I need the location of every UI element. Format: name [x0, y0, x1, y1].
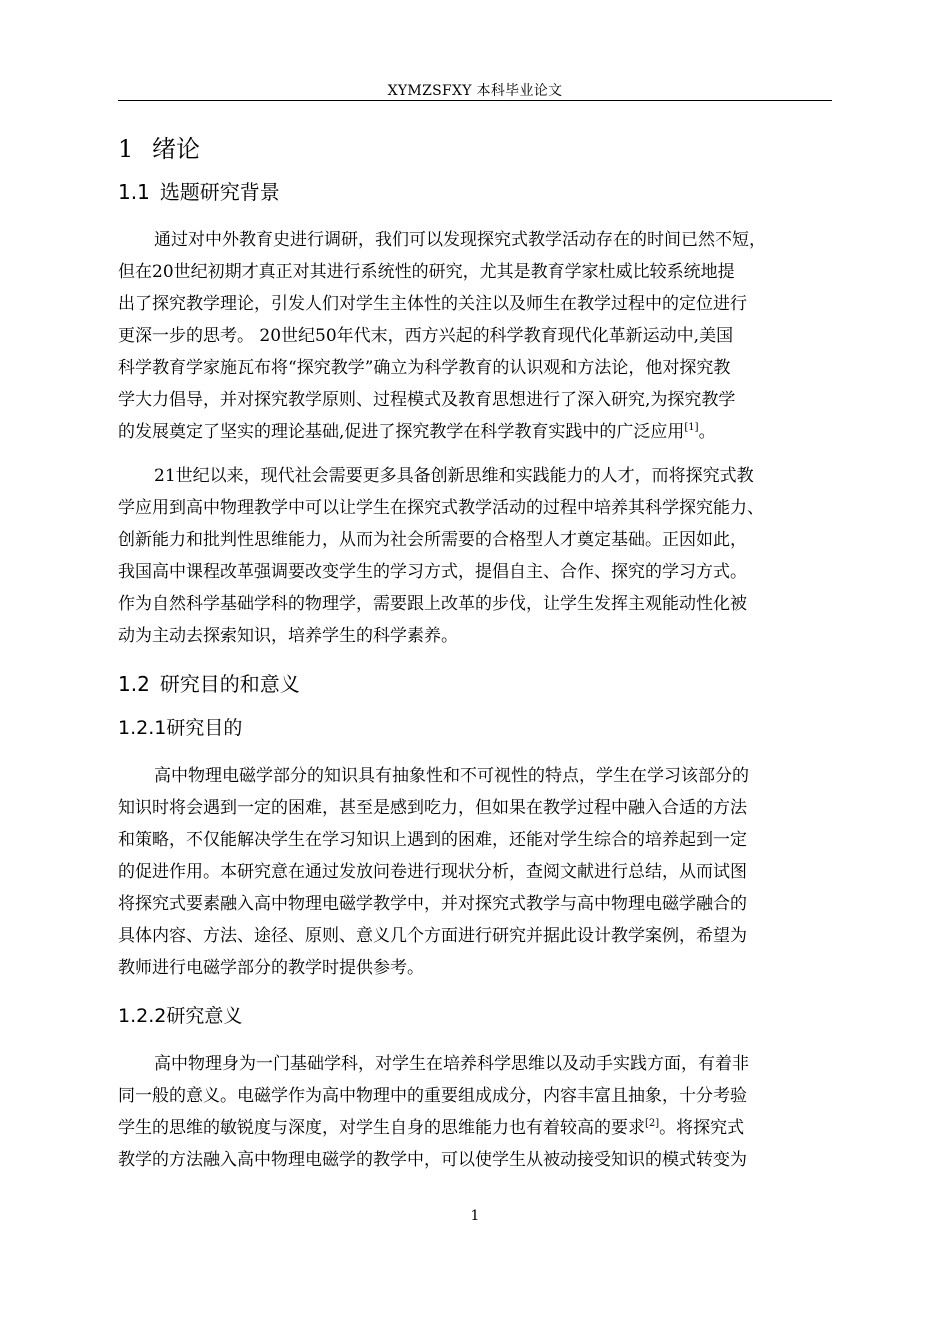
body-paragraph — [118, 1048, 836, 1176]
text-line: 的促进作用。本研究意在通过发放问卷进行现状分析，查阅文献进行总结，从而试图 — [118, 862, 747, 882]
text-line: 教学的方法融入高中物理电磁学的教学中，可以使学生从被动接受知识的模式转变为 — [118, 1150, 747, 1170]
text-line: 学应用到高中物理教学中可以让学生在探究式教学活动的过程中培养其科学探究能力、 — [118, 498, 764, 518]
text-line: 出了探究教学理论，引发人们对学生主体性的关注以及师生在教学过程中的定位进行 — [118, 294, 747, 314]
text-line: 具体内容、方法、途径、原则、意义几个方面进行研究并据此设计教学案例，希望为 — [118, 926, 747, 946]
chapter-title-text: 绪论 — [152, 135, 200, 163]
text-line: 知识时将会遇到一定的困难，甚至是感到吃力，但如果在教学过程中融入合适的方法 — [118, 798, 747, 818]
section-number: 1.2 — [118, 672, 150, 696]
section-heading — [118, 662, 836, 706]
text-line: 同一般的意义。电磁学作为高中物理中的重要组成成分，内容丰富且抽象，十分考验 — [118, 1086, 747, 1106]
text-line: 21世纪以来，现代社会需要更多具备创新思维和实践能力的人才，而将探究式教 — [154, 466, 754, 486]
spacer — [118, 984, 836, 994]
text-line: 教师进行电磁学部分的教学时提供参考。 — [118, 958, 424, 978]
text-line: 学大力倡导，并对探究教学原则、过程模式及教育思想进行了深入研究,为探究教学 — [118, 390, 736, 410]
header-rule — [118, 100, 832, 101]
text-line: 但在20世纪初期才真正对其进行系统性的研究，尤其是教育学家杜威比较系统地提 — [118, 262, 735, 282]
text-segment: 。 — [698, 422, 716, 442]
text-line — [118, 1112, 836, 1144]
page-content — [118, 128, 836, 1176]
text-line — [118, 416, 836, 448]
citation-marker: [2] — [645, 1118, 660, 1129]
spacer — [118, 448, 836, 460]
spacer — [118, 652, 836, 662]
text-line: 动为主动去探索知识，培养学生的科学素养。 — [118, 626, 458, 646]
text-line: 高中物理身为一门基础学科，对学生在培养科学思维以及动手实践方面，有着非 — [154, 1054, 749, 1074]
spacer — [118, 750, 836, 760]
section-heading — [118, 170, 836, 214]
subsection-heading: 1.2.2研究意义 — [118, 1005, 243, 1027]
page-number: 1 — [470, 1208, 480, 1224]
text-line: 将探究式要素融入高中物理电磁学教学中，并对探究式教学与高中物理电磁学融合的 — [118, 894, 747, 914]
running-header: XYMZSFXY 本科毕业论文 — [387, 83, 563, 99]
text-line: 通过对中外教育史进行调研，我们可以发现探究式教学活动存在的时间已然不短， — [154, 230, 766, 250]
text-line: 和策略，不仅能解决学生在学习知识上遇到的困难，还能对学生综合的培养起到一定 — [118, 830, 747, 850]
section-title-text: 研究目的和意义 — [159, 672, 300, 696]
body-paragraph — [118, 460, 836, 652]
text-line: 我国高中课程改革强调要改变学生的学习方式，提倡自主、合作、探究的学习方式。 — [118, 562, 747, 582]
text-segment: 学生的思维的敏锐度与深度，对学生自身的思维能力也有着较高的要求 — [118, 1118, 645, 1138]
text-line: 高中物理电磁学部分的知识具有抽象性和不可视性的特点，学生在学习该部分的 — [154, 766, 749, 786]
spacer — [118, 214, 836, 224]
text-line: 创新能力和批判性思维能力，从而为社会所需要的合格型人才奠定基础。正因如此， — [118, 530, 747, 550]
chapter-title — [118, 128, 836, 170]
text-line: 更深一步的思考。 20世纪50年代末，西方兴起的科学教育现代化革新运动中,美国 — [118, 326, 734, 346]
chapter-number: 1 — [118, 135, 134, 163]
text-line: 作为自然科学基础学科的物理学，需要跟上改革的步伐，让学生发挥主观能动性化被 — [118, 594, 747, 614]
section-title-text: 选题研究背景 — [159, 180, 280, 204]
body-paragraph — [118, 760, 836, 984]
body-paragraph — [118, 224, 836, 448]
section-number: 1.1 — [118, 180, 150, 204]
text-segment: 。将探究式 — [659, 1118, 745, 1138]
subsection-heading: 1.2.1研究目的 — [118, 717, 243, 739]
citation-marker: [1] — [684, 422, 699, 433]
spacer — [118, 1038, 836, 1048]
text-segment: 的发展奠定了坚实的理论基础,促进了探究教学在科学教育实践中的广泛应用 — [118, 422, 685, 442]
text-line: 科学教育学家施瓦布将“探究教学”确立为科学教育的认识观和方法论，他对探究教 — [118, 358, 731, 378]
